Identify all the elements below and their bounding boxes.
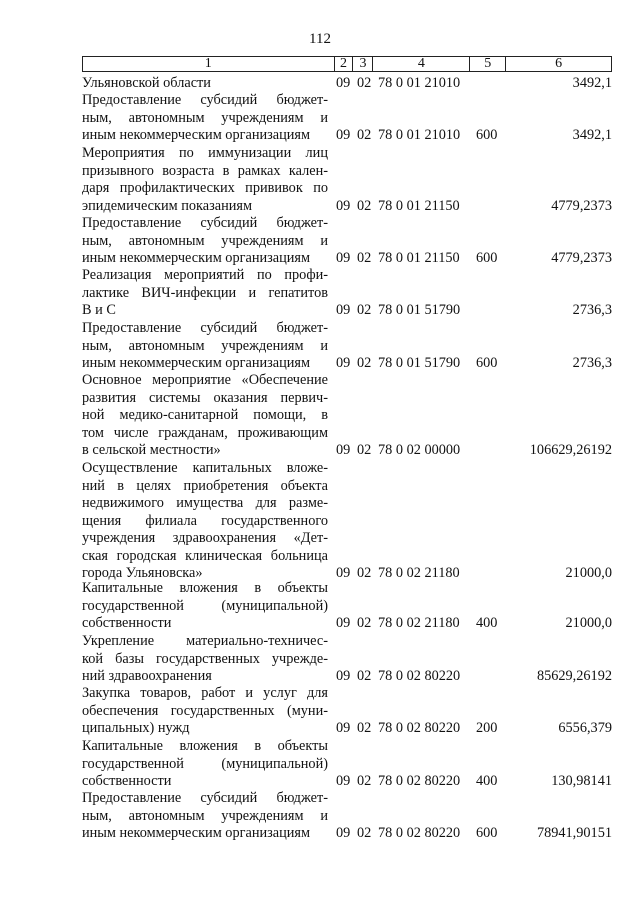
table-row <box>82 580 612 633</box>
row-codes <box>82 773 612 791</box>
target-article-code: 78 0 01 21150 <box>378 250 460 266</box>
description-line: Капитальные вложения в объекты <box>82 738 328 754</box>
description-line: Предоставление субсидий бюджет- <box>82 790 328 806</box>
amount-value: 85629,26192 <box>536 668 612 684</box>
amount-value: 21000,0 <box>565 615 612 631</box>
amount-value: 21000,0 <box>565 565 612 581</box>
row-codes <box>82 198 612 216</box>
expense-type-code: 600 <box>476 250 498 266</box>
row-codes <box>82 668 612 686</box>
description-line: в сельской местности» <box>82 442 221 458</box>
subsection-code: 02 <box>357 302 372 318</box>
description-line: иным некоммерческим организациям <box>82 825 311 841</box>
target-article-code: 78 0 01 51790 <box>378 302 461 318</box>
description-line: Капитальные вложения в объекты <box>82 580 328 596</box>
target-article-code: 78 0 02 80220 <box>378 720 461 736</box>
amount-value: 3492,1 <box>572 127 612 143</box>
table-column-header <box>82 56 612 72</box>
table-row <box>82 145 612 215</box>
subsection-code: 02 <box>357 197 372 214</box>
subsection-code: 02 <box>357 127 372 143</box>
description-line: собственности <box>82 615 172 631</box>
amount-value: 6556,379 <box>558 720 612 736</box>
description-line: обеспечения государственных (муни- <box>82 702 328 719</box>
description-line: Осуществление капитальных вложе- <box>82 460 328 476</box>
expense-type-code: 400 <box>476 615 498 631</box>
subsection-code: 02 <box>357 355 372 371</box>
target-article-code: 78 0 01 51790 <box>378 355 461 371</box>
column-number: 3 <box>353 57 373 71</box>
target-article-code: 78 0 02 80220 <box>378 825 461 841</box>
table-row <box>82 215 612 268</box>
row-codes <box>82 355 612 373</box>
description-line: иным некоммерческим организациям <box>82 355 311 371</box>
description-line: учреждения здравоохранения «Дет- <box>82 530 328 546</box>
subsection-code: 02 <box>357 825 372 841</box>
target-article-code: 78 0 02 21180 <box>378 565 460 581</box>
table-row <box>82 790 612 843</box>
expense-type-code: 400 <box>476 773 498 789</box>
amount-value: 78941,90151 <box>536 825 612 841</box>
column-number: 6 <box>506 57 612 71</box>
description-line: государственной (муниципальной) <box>82 755 328 772</box>
section-code: 09 <box>336 197 351 214</box>
description-line: Закупка товаров, работ и услуг для <box>82 685 328 701</box>
table-row <box>82 372 612 460</box>
amount-value: 3492,1 <box>572 75 612 91</box>
description-line: лактике ВИЧ-инфекции и гепатитов <box>82 284 328 301</box>
description-line: ципальных) нужд <box>82 720 190 736</box>
description-line: Предоставление субсидий бюджет- <box>82 92 328 108</box>
row-codes <box>82 302 612 320</box>
description-line: ская городская клиническая больница <box>82 547 328 564</box>
description-line: ным, автономным учреждениям и <box>82 232 328 249</box>
row-codes <box>82 720 612 738</box>
column-number: 1 <box>83 57 335 71</box>
table-row <box>82 633 612 686</box>
column-number: 2 <box>335 57 354 71</box>
description-line: даря профилактических прививок по <box>82 180 328 196</box>
description-line: Ульяновской области <box>82 75 211 91</box>
subsection-code: 02 <box>357 720 372 736</box>
subsection-code: 02 <box>357 773 372 789</box>
amount-value: 130,98141 <box>551 773 612 789</box>
description-line: развития системы оказания первич- <box>82 389 328 406</box>
amount-value: 4779,2373 <box>551 250 612 266</box>
expense-type-code: 600 <box>476 355 498 371</box>
section-code: 09 <box>336 615 351 631</box>
target-article-code: 78 0 02 21180 <box>378 615 460 631</box>
description-line: ным, автономным учреждениям и <box>82 109 328 126</box>
description-line: В и С <box>82 302 116 318</box>
section-code: 09 <box>336 355 351 371</box>
amount-value: 4779,2373 <box>551 197 612 214</box>
row-codes <box>82 442 612 460</box>
description-line: Предоставление субсидий бюджет- <box>82 320 328 336</box>
table-row <box>82 75 612 93</box>
table-row <box>82 267 612 320</box>
description-line: государственной (муниципальной) <box>82 597 328 614</box>
section-code: 09 <box>336 720 351 736</box>
column-number: 5 <box>470 57 506 71</box>
target-article-code: 78 0 01 21010 <box>378 75 461 91</box>
target-article-code: 78 0 02 80220 <box>378 668 461 684</box>
expense-type-code: 600 <box>476 127 498 143</box>
row-codes <box>82 75 612 93</box>
section-code: 09 <box>336 127 351 143</box>
target-article-code: 78 0 01 21010 <box>378 127 461 143</box>
description-line: собственности <box>82 773 172 789</box>
description-line: недвижимого имущества для разме- <box>82 495 328 511</box>
subsection-code: 02 <box>357 250 372 266</box>
description-line: призывного возраста в рамках кален- <box>82 162 328 179</box>
target-article-code: 78 0 01 21150 <box>378 197 460 214</box>
section-code: 09 <box>336 302 351 318</box>
description-line: том числе гражданам, проживающим <box>82 424 328 441</box>
table-row <box>82 92 612 145</box>
description-line: Реализация мероприятий по профи- <box>82 267 328 283</box>
subsection-code: 02 <box>357 668 372 684</box>
description-line: Основное мероприятие «Обеспечение <box>82 372 328 388</box>
row-codes <box>82 615 612 633</box>
target-article-code: 78 0 02 80220 <box>378 773 461 789</box>
description-line: ным, автономным учреждениям и <box>82 807 328 824</box>
table-row <box>82 685 612 738</box>
description-line: иным некоммерческим организациям <box>82 250 311 266</box>
section-code: 09 <box>336 773 351 789</box>
table-row <box>82 460 612 583</box>
description-line: Укрепление материально-техничес- <box>82 633 328 649</box>
section-code: 09 <box>336 825 351 841</box>
expense-type-code: 600 <box>476 825 498 841</box>
description-line: Мероприятия по иммунизации лиц <box>82 145 328 161</box>
description-line: иным некоммерческим организациям <box>82 127 311 143</box>
target-article-code: 78 0 02 00000 <box>378 442 461 458</box>
description-line: города Ульяновска» <box>82 565 203 581</box>
description-line: Предоставление субсидий бюджет- <box>82 215 328 231</box>
amount-value: 106629,26192 <box>529 442 612 458</box>
amount-value: 2736,3 <box>572 355 612 371</box>
page-number: 112 <box>309 31 331 47</box>
expense-type-code: 200 <box>476 720 498 736</box>
subsection-code: 02 <box>357 615 372 631</box>
row-codes <box>82 825 612 843</box>
subsection-code: 02 <box>357 442 372 458</box>
amount-value: 2736,3 <box>572 302 612 318</box>
description-line: ний здравоохранения <box>82 668 212 684</box>
subsection-code: 02 <box>357 75 372 91</box>
subsection-code: 02 <box>357 565 372 581</box>
table-row <box>82 320 612 373</box>
description-line: кой базы государственных учрежде- <box>82 650 328 667</box>
column-number: 4 <box>373 57 470 71</box>
section-code: 09 <box>336 250 351 266</box>
section-code: 09 <box>336 75 351 91</box>
description-line: ний в целях приобретения объекта <box>82 477 328 494</box>
section-code: 09 <box>336 565 351 581</box>
description-line: ной медико-санитарной помощи, в <box>82 407 328 423</box>
description-line: ным, автономным учреждениям и <box>82 337 328 354</box>
row-codes <box>82 250 612 268</box>
section-code: 09 <box>336 668 351 684</box>
table-row <box>82 738 612 791</box>
description-line: эпидемическим показаниям <box>82 197 253 214</box>
description-line: щения филиала государственного <box>82 512 328 529</box>
row-codes <box>82 127 612 145</box>
section-code: 09 <box>336 442 351 458</box>
